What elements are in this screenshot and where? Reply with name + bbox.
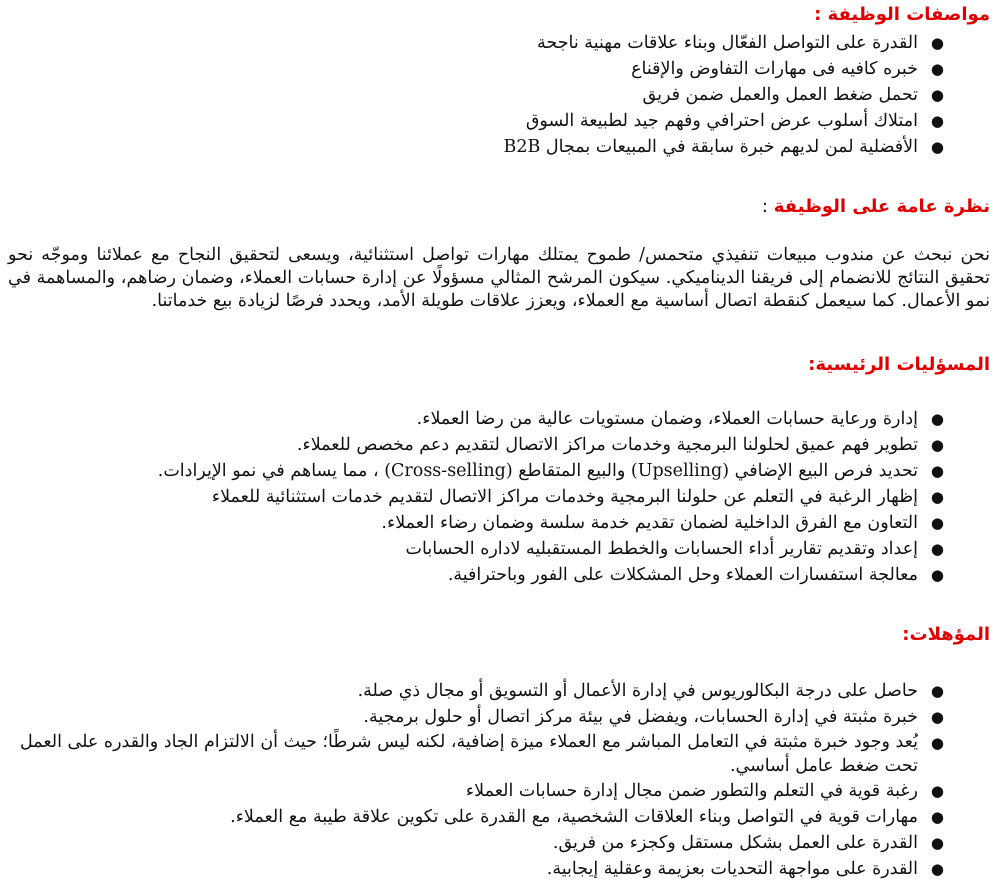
bullet-icon: ● — [930, 138, 944, 156]
list-item-text: إظهار الرغبة في التعلم عن حلولنا البرمجية وخدمات مراكز الاتصال لتقديم خدمات استثنائية للعملاء — [211, 487, 918, 507]
job-specs-list — [8, 30, 998, 160]
bullet-icon: ● — [930, 782, 944, 800]
bullet-icon: ● — [930, 566, 944, 584]
bullet-icon: ● — [930, 488, 944, 506]
list-item-text: امتلاك أسلوب عرض احترافي وفهم جيد لطبيعة السوق — [525, 111, 918, 131]
bullet-icon: ● — [930, 34, 944, 52]
list-item — [8, 406, 998, 432]
bullet-icon: ● — [930, 60, 944, 78]
list-item — [8, 536, 998, 562]
qualifications-title: المؤهلات: — [902, 624, 990, 645]
list-item-text: إدارة ورعاية حسابات العملاء، وضمان مستويات عالية من رضا العملاء. — [416, 409, 918, 429]
overview-title: نظرة عامة على الوظيفة — [773, 196, 990, 217]
section-heading-job-specs — [814, 4, 990, 26]
overview-title-suffix: : — [761, 196, 774, 217]
list-item — [8, 82, 998, 108]
list-item — [8, 432, 998, 458]
qualifications-list — [8, 678, 998, 882]
bullet-icon: ● — [930, 514, 944, 532]
overview-paragraph: نحن نبحث عن مندوب مبيعات تنفيذي متحمس/ طموح يمتلك مهارات تواصل استثنائية، ويسعى لتحقيق النجاح مع عملائنا وموجّه نحو تحقيق النتائج للانضمام إلى فريقنا الديناميكي. سيكون المرشح المثالي مسؤولًا عن إدارة حسابات العملاء، وضمان رضاهم، والمساهمة في نمو الأعمال. كما سيعمل كنقطة اتصال أساسية مع العملاء، ويعزز علاقات طويلة الأمد، ويحدد فرصًا لزيادة بيع خدماتنا. — [8, 245, 990, 311]
list-item — [8, 484, 998, 510]
list-item-text: الأفضلية لمن لديهم خبرة سابقة في المبيعات بمجال B2B — [503, 137, 918, 157]
list-item-text: معالجة استفسارات العملاء وحل المشكلات على الفور وباحترافية. — [447, 565, 918, 585]
list-item-text: القدرة على مواجهة التحديات بعزيمة وعقلية إيجابية. — [546, 859, 918, 879]
list-item-text: إعداد وتقديم تقارير أداء الحسابات والخطط المستقبليه لاداره الحسابات — [405, 539, 918, 559]
section-heading-responsibilities — [808, 354, 990, 376]
bullet-icon: ● — [930, 112, 944, 130]
bullet-icon: ● — [930, 462, 944, 480]
job-specs-title: مواصفات الوظيفة : — [814, 4, 990, 25]
list-item-text: حاصل على درجة البكالوريوس في إدارة الأعمال أو التسويق أو مجال ذي صلة. — [357, 681, 918, 701]
list-item — [8, 730, 998, 778]
list-item-text: القدرة على العمل بشكل مستقل وكجزء من فريق. — [552, 833, 918, 853]
list-item-text: مهارات قوية في التواصل وبناء العلاقات الشخصية، مع القدرة على تكوين علاقة طيبة مع العملاء. — [230, 807, 918, 827]
bullet-icon: ● — [930, 734, 944, 752]
list-item-text: تحمل ضغط العمل والعمل ضمن فريق — [642, 85, 918, 105]
bullet-icon: ● — [930, 682, 944, 700]
list-item — [8, 108, 998, 134]
bullet-icon: ● — [930, 540, 944, 558]
responsibilities-title: المسؤليات الرئيسية: — [808, 354, 990, 375]
list-item — [8, 830, 998, 856]
bullet-icon: ● — [930, 834, 944, 852]
list-item — [8, 778, 998, 804]
list-item — [8, 804, 998, 830]
list-item-text: تحديد فرص البيع الإضافي (Upselling) والبيع المتقاطع (Cross-selling) ، مما يساهم في نمو الإيرادات. — [157, 461, 918, 481]
bullet-icon: ● — [930, 808, 944, 826]
responsibilities-list — [8, 406, 998, 588]
list-item-text: خبرة مثبتة في إدارة الحسابات، ويفضل في بيئة مركز اتصال أو حلول برمجية. — [363, 707, 918, 727]
list-item — [8, 510, 998, 536]
list-item — [8, 678, 998, 704]
list-item — [8, 704, 998, 730]
list-item-text: القدرة على التواصل الفعّال وبناء علاقات مهنية ناجحة — [537, 33, 918, 53]
section-heading-qualifications — [902, 624, 990, 646]
list-item — [8, 562, 998, 588]
section-heading-overview — [762, 196, 990, 218]
list-item — [8, 458, 998, 484]
list-item — [8, 134, 998, 160]
list-item — [8, 56, 998, 82]
bullet-icon: ● — [930, 860, 944, 878]
list-item-text: تطوير فهم عميق لحلولنا البرمجية وخدمات مراكز الاتصال لتقديم دعم مخصص للعملاء. — [296, 435, 918, 455]
list-item-text: التعاون مع الفرق الداخلية لضمان تقديم خدمة سلسة وضمان رضاء العملاء. — [381, 513, 918, 533]
bullet-icon: ● — [930, 436, 944, 454]
list-item-text: يُعد وجود خبرة مثبتة في التعامل المباشر مع العملاء ميزة إضافية، لكنه ليس شرطًا؛ حيث أن الالتزام الجاد والقدره على العمل تحت ضغط عامل أساسي. — [19, 732, 918, 776]
bullet-icon: ● — [930, 708, 944, 726]
bullet-icon: ● — [930, 86, 944, 104]
list-item — [8, 30, 998, 56]
list-item — [8, 856, 998, 882]
bullet-icon: ● — [930, 410, 944, 428]
list-item-text: خبره كافيه فى مهارات التفاوض والإقناع — [631, 59, 918, 79]
list-item-text: رغبة قوية في التعلم والتطور ضمن مجال إدارة حسابات العملاء — [465, 781, 918, 801]
